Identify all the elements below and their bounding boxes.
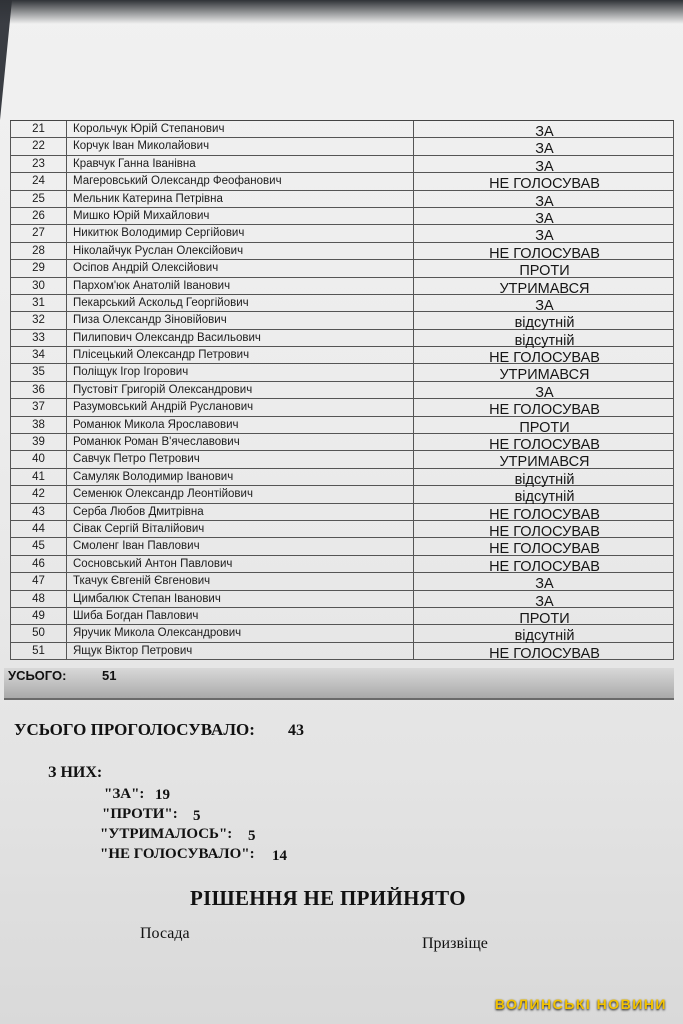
row-number: 31 <box>11 295 67 311</box>
vote-result: ЗА <box>413 295 675 311</box>
table-row <box>10 434 674 454</box>
vote-result: ЗА <box>413 225 675 241</box>
total-label: УСЬОГО: <box>8 668 67 683</box>
table-row <box>10 469 674 486</box>
watermark-logo: ВОЛИНСЬКІ НОВИНИ <box>494 996 667 1012</box>
decision-heading: РІШЕННЯ НЕ ПРИЙНЯТО <box>190 886 466 910</box>
row-number: 35 <box>11 364 67 380</box>
table-row <box>10 643 674 660</box>
deputy-name: Серба Любов Дмитрівна <box>73 505 204 518</box>
signature-position-label: Посада <box>140 925 190 942</box>
breakdown-label-abstained: "УТРИМАЛОСЬ": <box>100 826 233 842</box>
vote-result: НЕ ГОЛОСУВАВ <box>413 399 675 415</box>
table-row <box>10 191 674 208</box>
deputy-name: Магеровський Олександр Феофанович <box>73 175 282 188</box>
vote-result: НЕ ГОЛОСУВАВ <box>413 347 675 363</box>
table-row <box>10 330 674 347</box>
row-number: 37 <box>11 399 67 415</box>
deputy-name: Корчук Іван Миколайович <box>73 140 210 153</box>
table-row <box>10 451 674 471</box>
table-row <box>10 486 674 506</box>
deputy-name: Сівак Сергій Віталійович <box>73 522 205 535</box>
vote-result: ЗА <box>413 138 675 154</box>
vote-result: відсутній <box>413 330 675 346</box>
vote-result: НЕ ГОЛОСУВАВ <box>413 243 675 259</box>
table-row <box>10 138 674 158</box>
breakdown-value-for: 19 <box>155 787 170 803</box>
vote-result: ЗА <box>413 191 675 207</box>
deputy-name: Ткачук Євгеній Євгенович <box>73 575 211 588</box>
row-number: 47 <box>11 573 67 589</box>
table-row <box>10 625 674 645</box>
vote-table <box>10 120 674 660</box>
table-row <box>10 121 674 138</box>
row-number: 27 <box>11 225 67 241</box>
vote-result: НЕ ГОЛОСУВАВ <box>413 173 675 189</box>
row-number: 28 <box>11 243 67 259</box>
row-number: 36 <box>11 382 67 398</box>
deputy-name: Пиза Олександр Зіновійович <box>73 314 227 327</box>
deputy-name: Самуляк Володимир Іванович <box>73 470 234 483</box>
vote-result: ЗА <box>413 208 675 224</box>
table-row <box>10 521 674 538</box>
row-number: 39 <box>11 434 67 450</box>
deputy-name: Пустовіт Григорій Олександрович <box>73 383 253 396</box>
table-row <box>10 208 674 225</box>
deputy-name: Сосновський Антон Павлович <box>73 557 233 570</box>
deputy-name: Пилипович Олександр Васильович <box>73 331 261 344</box>
row-number: 46 <box>11 556 67 572</box>
deputy-name: Романюк Микола Ярославович <box>73 418 239 431</box>
table-row <box>10 399 674 419</box>
vote-result: УТРИМАВСЯ <box>413 278 675 294</box>
deputy-name: Осіпов Андрій Олексійович <box>73 262 219 275</box>
vote-result: відсутній <box>413 486 675 502</box>
vote-result: ПРОТИ <box>413 608 675 624</box>
table-row <box>10 243 674 260</box>
total-count: 51 <box>102 668 117 683</box>
of-them-heading: З НИХ: <box>48 764 103 781</box>
total-row <box>4 668 674 700</box>
deputy-name: Романюк Роман В'ячеславович <box>73 436 240 449</box>
deputy-name: Шиба Богдан Павлович <box>73 609 199 622</box>
vote-result: НЕ ГОЛОСУВАВ <box>413 504 675 520</box>
deputy-name: Поліщук Ігор Ігорович <box>73 366 189 379</box>
row-number: 41 <box>11 469 67 485</box>
row-number: 42 <box>11 486 67 502</box>
breakdown-value-against: 5 <box>193 808 201 824</box>
deputy-name: Ящук Віктор Петрович <box>73 644 193 657</box>
vote-result: УТРИМАВСЯ <box>413 364 675 380</box>
row-number: 50 <box>11 625 67 641</box>
table-row <box>10 556 674 573</box>
row-number: 26 <box>11 208 67 224</box>
table-row <box>10 260 674 280</box>
vote-result: відсутній <box>413 469 675 485</box>
vote-result: ЗА <box>413 573 675 589</box>
summary-count: 43 <box>288 722 304 739</box>
row-number: 38 <box>11 417 67 433</box>
summary-title: УСЬОГО ПРОГОЛОСУВАЛО: <box>14 720 255 739</box>
deputy-name: Савчук Петро Петрович <box>73 453 200 466</box>
row-number: 32 <box>11 312 67 328</box>
vote-result: НЕ ГОЛОСУВАВ <box>413 521 675 537</box>
deputy-name: Цимбалюк Степан Іванович <box>73 592 221 605</box>
row-number: 22 <box>11 138 67 154</box>
deputy-name: Кравчук Ганна Іванівна <box>73 157 196 170</box>
deputy-name: Ніколайчук Руслан Олексійович <box>73 244 244 257</box>
row-number: 23 <box>11 156 67 172</box>
table-row <box>10 382 674 399</box>
row-number: 34 <box>11 347 67 363</box>
vote-result: НЕ ГОЛОСУВАВ <box>413 556 675 572</box>
table-row <box>10 538 674 558</box>
breakdown-value-not-voted: 14 <box>272 848 287 864</box>
row-number: 33 <box>11 330 67 346</box>
vote-result: ЗА <box>413 382 675 398</box>
vote-result: відсутній <box>413 625 675 641</box>
table-row <box>10 608 674 625</box>
row-number: 48 <box>11 591 67 607</box>
vote-result: ЗА <box>413 121 675 137</box>
row-number: 24 <box>11 173 67 189</box>
table-row <box>10 591 674 608</box>
row-number: 40 <box>11 451 67 467</box>
vote-result: НЕ ГОЛОСУВАВ <box>413 538 675 554</box>
deputy-name: Семенюк Олександр Леонтійович <box>73 488 253 501</box>
table-row <box>10 504 674 521</box>
table-row <box>10 573 674 593</box>
vote-result: НЕ ГОЛОСУВАВ <box>413 643 675 659</box>
signature-surname-label: Призвіще <box>422 935 488 952</box>
row-number: 30 <box>11 278 67 294</box>
table-row <box>10 295 674 312</box>
table-row <box>10 312 674 332</box>
row-number: 49 <box>11 608 67 624</box>
row-number: 21 <box>11 121 67 137</box>
breakdown-value-abstained: 5 <box>248 828 256 844</box>
table-row <box>10 278 674 295</box>
deputy-name: Плісецький Олександр Петрович <box>73 349 250 362</box>
deputy-name: Смоленг Іван Павлович <box>73 540 200 553</box>
vote-result: відсутній <box>413 312 675 328</box>
vote-result: ЗА <box>413 156 675 172</box>
deputy-name: Разумовський Андрій Русланович <box>73 401 254 414</box>
table-row <box>10 156 674 173</box>
deputy-name: Мельник Катерина Петрівна <box>73 192 223 205</box>
row-number: 51 <box>11 643 67 659</box>
vote-result: ПРОТИ <box>413 260 675 276</box>
vote-result: НЕ ГОЛОСУВАВ <box>413 434 675 450</box>
row-number: 29 <box>11 260 67 276</box>
table-row <box>10 173 674 193</box>
deputy-name: Никитюк Володимир Сергійович <box>73 227 245 240</box>
breakdown-label-for: "ЗА": <box>104 786 145 802</box>
breakdown-label-against: "ПРОТИ": <box>102 806 178 822</box>
deputy-name: Пархом'юк Анатолій Іванович <box>73 279 231 292</box>
table-row <box>10 417 674 434</box>
table-row <box>10 364 674 384</box>
deputy-name: Пекарський Аскольд Георгійович <box>73 296 249 309</box>
row-number: 25 <box>11 191 67 207</box>
row-number: 43 <box>11 504 67 520</box>
row-number: 45 <box>11 538 67 554</box>
deputy-name: Корольчук Юрій Степанович <box>73 123 225 135</box>
vote-result: УТРИМАВСЯ <box>413 451 675 467</box>
deputy-name: Мишко Юрій Михайлович <box>73 209 210 222</box>
vote-result: ЗА <box>413 591 675 607</box>
table-row <box>10 347 674 367</box>
deputy-name: Яручик Микола Олександрович <box>73 627 242 640</box>
row-number: 44 <box>11 521 67 537</box>
table-row <box>10 225 674 245</box>
breakdown-label-not-voted: "НЕ ГОЛОСУВАЛО": <box>100 846 255 862</box>
vote-result: ПРОТИ <box>413 417 675 433</box>
paper-edge-shadow <box>0 0 683 24</box>
